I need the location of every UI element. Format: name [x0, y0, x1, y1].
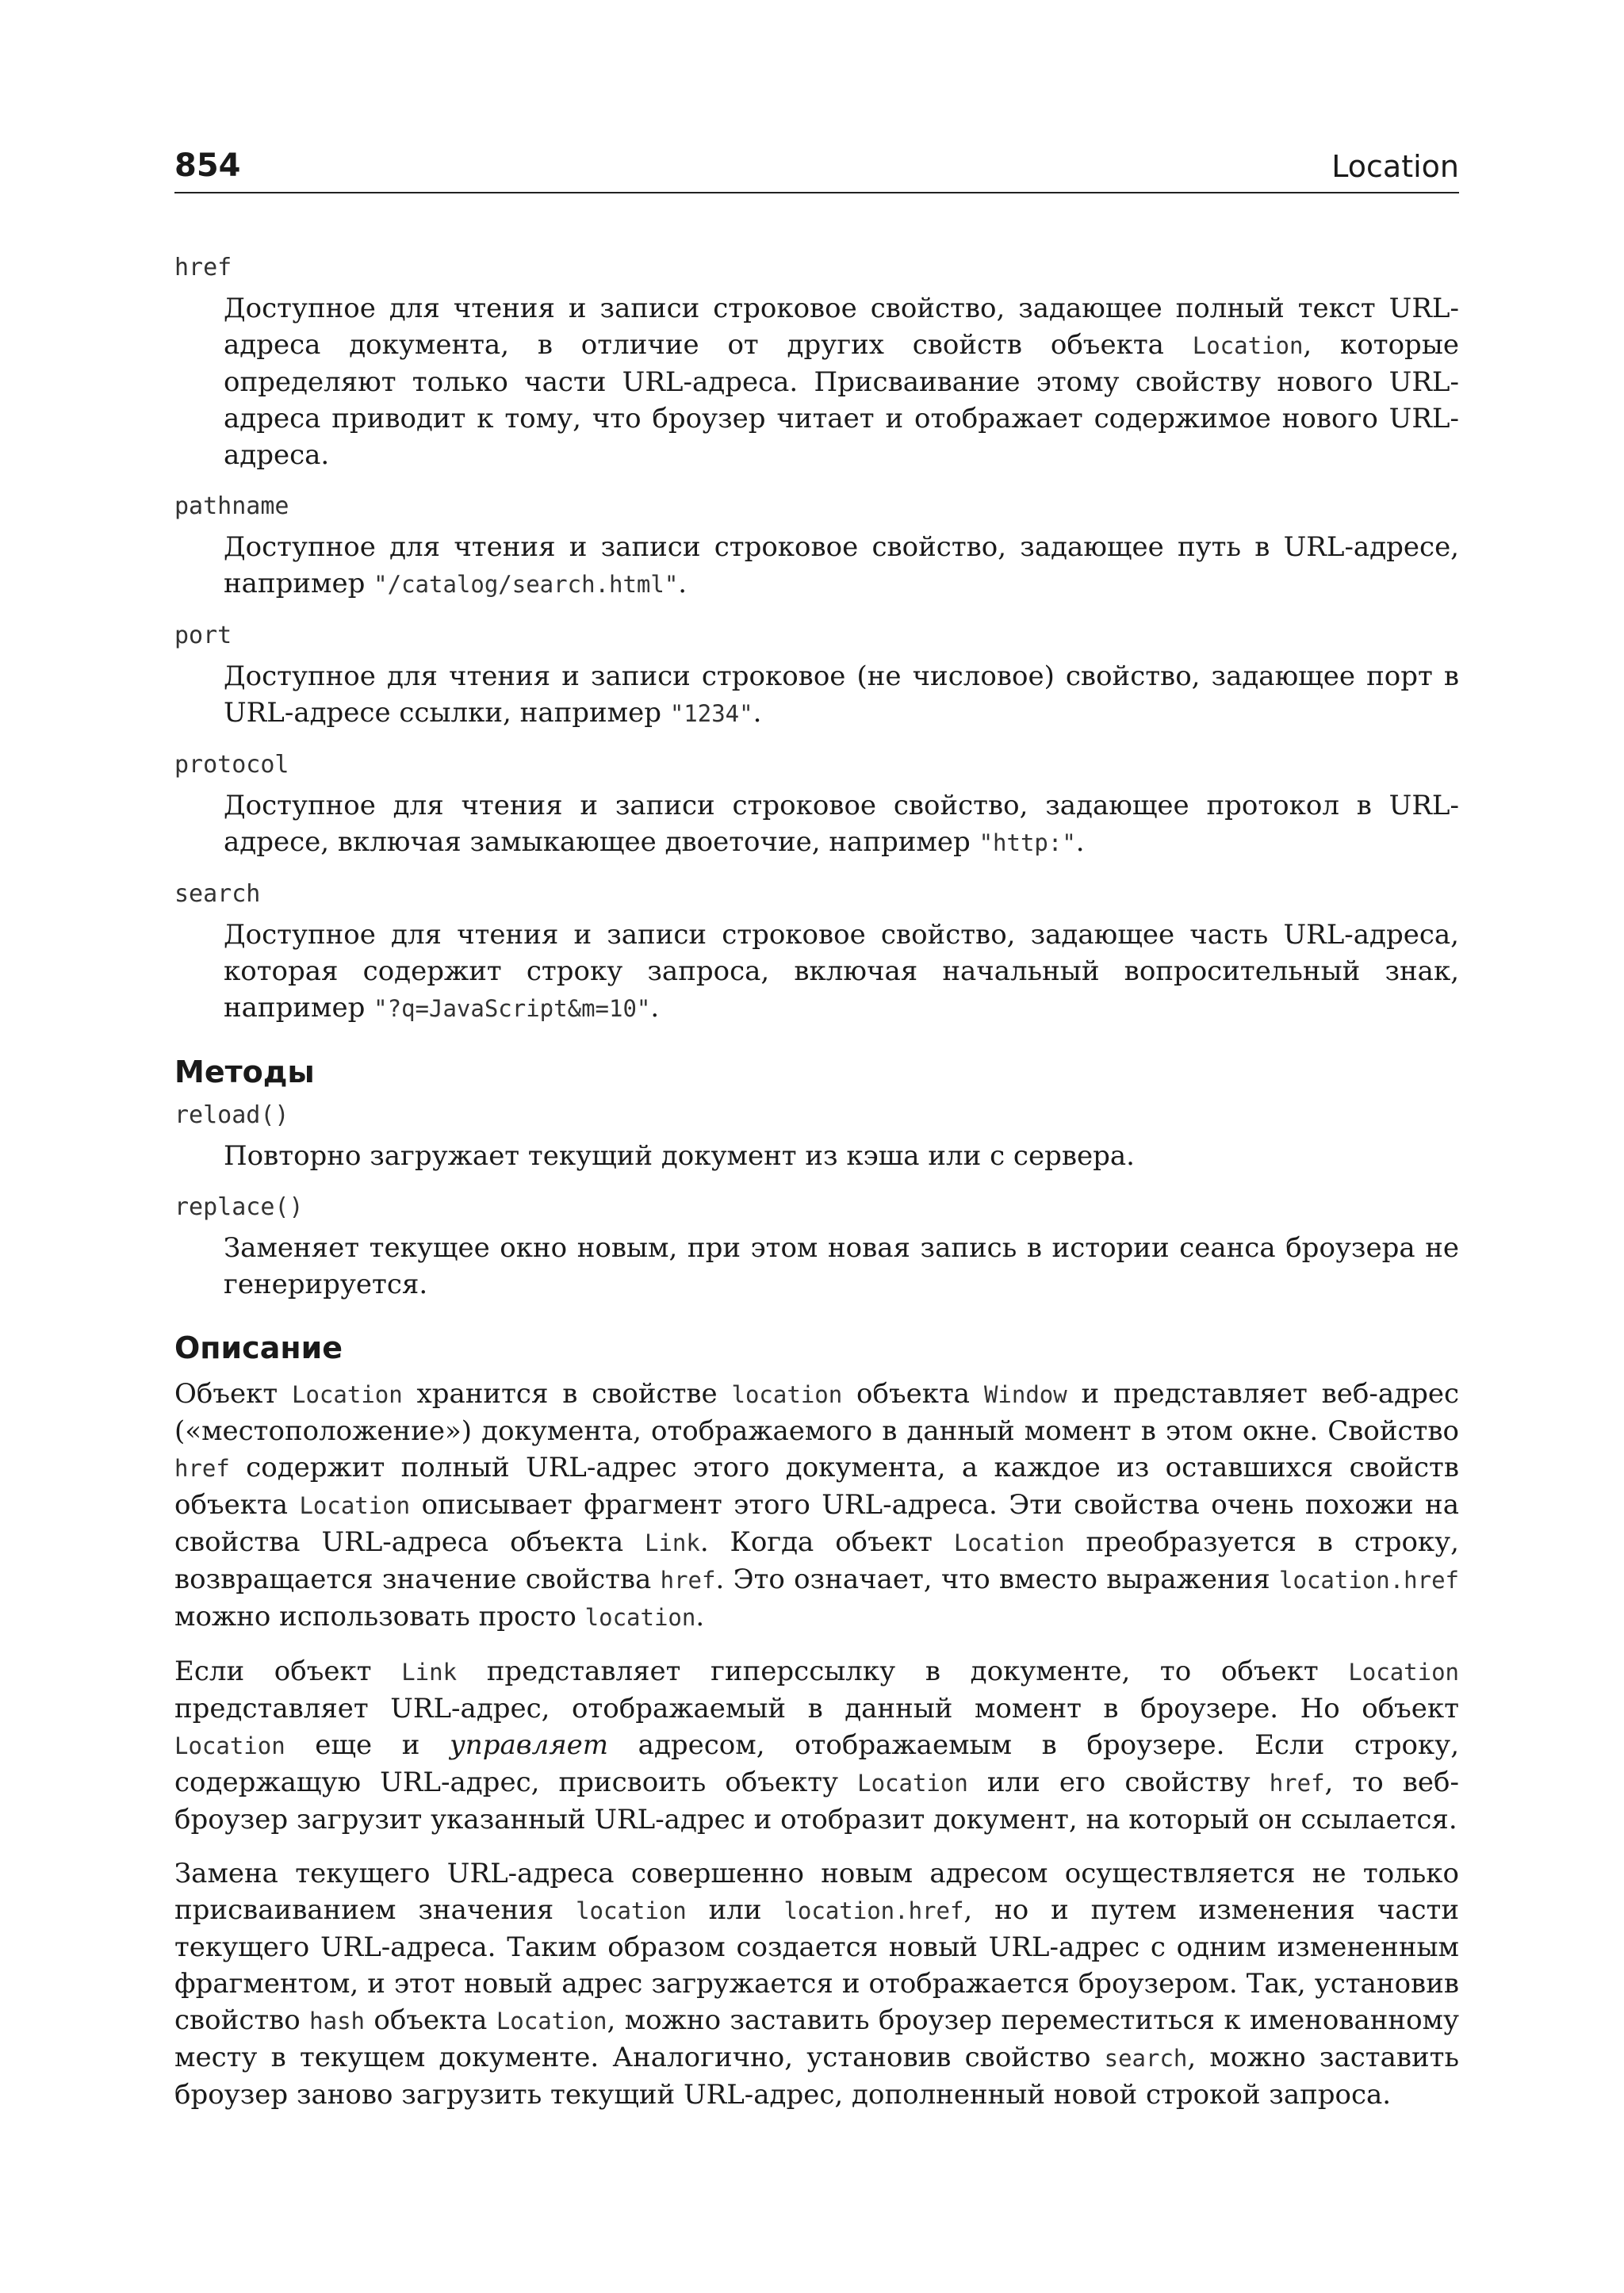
code-term: Location [292, 1381, 403, 1408]
property-description [224, 290, 1459, 473]
text-run: Если объект [174, 1656, 402, 1687]
property-term: port [174, 622, 232, 649]
code-term: Link [401, 1659, 458, 1686]
code-term: Location [1348, 1659, 1459, 1686]
text-run: . [695, 1601, 705, 1633]
description-text [174, 1376, 1459, 2113]
code-term: Location [1192, 332, 1304, 359]
code-term: Location [299, 1492, 411, 1519]
code-term: hash [309, 2008, 366, 2035]
description-heading: Описание [174, 1330, 343, 1365]
page-number: 854 [174, 147, 241, 184]
methods-heading: Методы [174, 1055, 315, 1089]
paragraph [174, 1855, 1459, 2113]
code-term: href [660, 1567, 716, 1594]
code-term: Link [644, 1529, 700, 1556]
property-term: pathname [174, 492, 289, 520]
code-term: Location [953, 1529, 1065, 1556]
text-run: Замена текущего URL-адреса совершенно новым адресом осуществляется не только присваиванием значения [174, 1858, 1459, 1926]
code-term: "/catalog/search.html" [373, 571, 679, 598]
code-term: location.href [1279, 1567, 1460, 1594]
text-run: Доступное для чтения и записи строковое свойство, задающее протокол в URL-адресе, включая замыкающее двоеточие, например [224, 790, 1459, 858]
code-term: Location [174, 1732, 285, 1759]
method-term: replace() [174, 1193, 304, 1221]
text-run: , можно заставить броузер переместиться к именованному месту в текущем документе. Аналогично, установив свойство [174, 2004, 1460, 2073]
text-run: , но и путем изменения части текущего URL-адреса. Таким образом создается новый URL-адрес с одним измененным фрагментом, и этот новый адрес загружается и отображается броузером. Так, установив свойство [174, 1894, 1459, 2036]
property-term: href [174, 254, 232, 281]
page-body [174, 252, 1459, 2130]
text-run: или его свойству [967, 1767, 1270, 1798]
text-run: преобразуется в строку, возвращается значение свойства [174, 1526, 1459, 1595]
code-term: href [1269, 1770, 1325, 1797]
text-run: объекта [365, 2004, 496, 2036]
property-description [224, 658, 1459, 732]
text-run: Доступное для чтения и записи строковое свойство, задающее часть URL-адреса, которая содержит строку запроса, включая начальный вопросительный знак, например [224, 919, 1459, 1024]
text-run: . [753, 697, 762, 729]
text-run: еще и [285, 1729, 450, 1761]
property-description [224, 787, 1459, 861]
text-run: . Когда объект [699, 1526, 954, 1558]
code-term: "http:" [979, 829, 1076, 856]
text-run: Доступное для чтения и записи строковое свойство, задающее полный текст URL-адреса документа, в отличие от других свойств объекта [224, 293, 1459, 361]
property-term: search [174, 880, 261, 908]
text-run: описывает фрагмент этого URL-адреса. Эти свойства очень похожи на свойства URL-адреса объекта [174, 1489, 1459, 1558]
text-run: . Это означает, что вместо выражения [715, 1564, 1280, 1595]
text-run: Повторно загружает текущий документ из кэша или с сервера. [224, 1140, 1135, 1172]
text-run: , можно заставить броузер заново загрузить текущий URL-адрес, дополненный новой строкой запроса. [174, 2042, 1459, 2111]
code-term: Location [496, 2008, 607, 2035]
text-run: адресом, отображаемым в броузере. Если строку, содержащую URL-адрес, присвоить объекту [174, 1729, 1459, 1798]
code-term: location [731, 1381, 843, 1408]
text-run: . [1075, 826, 1085, 858]
property-term: protocol [174, 751, 289, 779]
code-term: Window [983, 1381, 1067, 1408]
code-term: location [576, 1897, 687, 1924]
method-term: reload() [174, 1101, 289, 1129]
property-description [224, 917, 1459, 1027]
method-description [224, 1138, 1459, 1174]
text-run: представляет URL-адрес, отображаемый в данный момент в броузере. Но объект [174, 1693, 1459, 1725]
text-run: представляет гиперссылку в документе, то объект [457, 1656, 1349, 1687]
code-term: href [174, 1455, 230, 1482]
page-header [174, 147, 1459, 193]
text-run: Объект [174, 1378, 293, 1410]
running-head: Location [1331, 149, 1459, 184]
paragraph [174, 1653, 1459, 1838]
text-run: . [678, 568, 688, 599]
property-description [224, 529, 1459, 603]
method-description [224, 1230, 1459, 1303]
text-run: Доступное для чтения и записи строковое (не числовое) свойство, задающее порт в URL-адресе ссылки, например [224, 660, 1459, 729]
text-run: Заменяет текущее окно новым, при этом новая запись в истории сеанса броузера не генерируется. [224, 1232, 1459, 1300]
text-run: , то веб-броузер загрузит указанный URL-адрес и отобразит документ, на который он ссылается. [174, 1767, 1459, 1836]
text-run: объекта [842, 1378, 984, 1410]
text-run: , которые определяют только части URL-адреса. Присваивание этому свойству нового URL-адреса приводит к тому, что броузер читает и отображает содержимое нового URL-адреса. [224, 329, 1460, 471]
code-term: Location [857, 1770, 968, 1797]
paragraph [174, 1376, 1459, 1636]
code-term: location [584, 1604, 696, 1631]
properties-list [174, 252, 1459, 1027]
text-run: содержит полный URL-адрес этого документа, а каждое из оставшихся свойств объекта [174, 1452, 1459, 1521]
text-run: или [686, 1894, 784, 1926]
code-term: "1234" [669, 700, 753, 727]
code-term: location.href [783, 1897, 964, 1924]
emphasis: управляет [450, 1729, 609, 1761]
code-term: search [1104, 2045, 1188, 2072]
text-run: и представляет веб-адрес («местоположение») документа, отображаемого в данный момент в этом окне. Свойство [174, 1378, 1459, 1447]
text-run: . [650, 992, 660, 1024]
text-run: Доступное для чтения и записи строковое свойство, задающее путь в URL-адресе, например [224, 531, 1459, 599]
text-run: хранится в свойстве [402, 1378, 732, 1410]
text-run: можно использовать просто [174, 1601, 585, 1633]
code-term: "?q=JavaScript&m=10" [373, 995, 651, 1022]
methods-list [174, 1100, 1459, 1303]
